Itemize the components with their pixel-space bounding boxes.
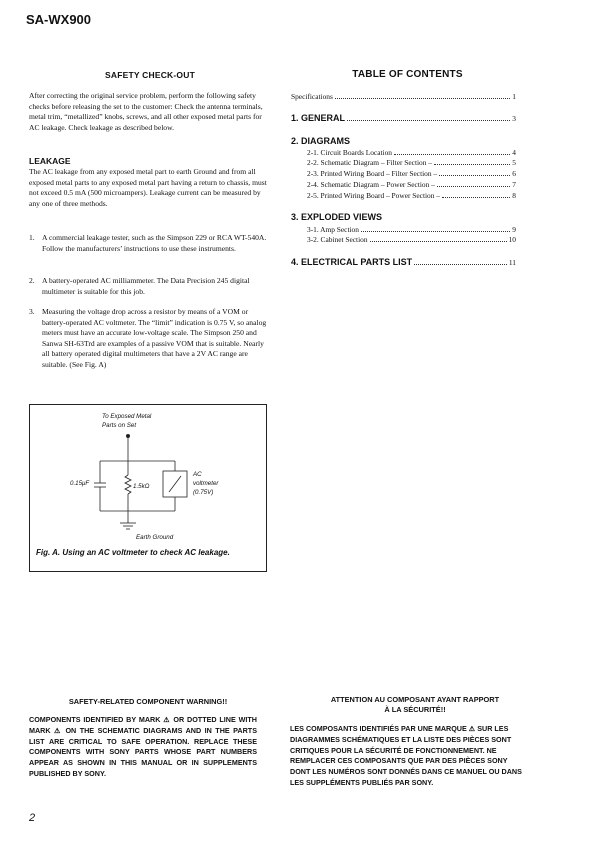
toc-section-exploded-views: [291, 212, 516, 222]
toc-entry-label: 3-2. Cabinet Section: [307, 235, 368, 244]
toc-leader-dots: [370, 241, 507, 242]
method-number: 2.: [29, 276, 35, 285]
leakage-heading: LEAKAGE: [29, 156, 71, 166]
toc-entry-label: 2-2. Schematic Diagram – Filter Section –: [307, 158, 432, 167]
resistor-label: 1.5kΩ: [133, 483, 150, 490]
toc-entry-2-1[interactable]: [307, 148, 516, 157]
top-terminal: [126, 434, 129, 437]
method-item-1: [29, 233, 269, 254]
toc-entry-2-2[interactable]: [307, 158, 516, 167]
fig-top-label-line2: Parts on Set: [102, 422, 137, 429]
safety-checkout-title: SAFETY CHECK-OUT: [105, 70, 195, 80]
toc-section-diagrams: [291, 136, 516, 146]
model-title: SA-WX900: [26, 12, 92, 27]
method-item-3: [29, 307, 269, 370]
toc-entry-2-5[interactable]: [307, 191, 516, 200]
toc-entry-2-4[interactable]: [307, 180, 516, 189]
voltmeter-label-line3: (0.75V): [193, 489, 214, 496]
toc-page-number: 3: [512, 114, 516, 123]
toc-leader-dots: [335, 98, 510, 99]
safety-warning-title: SAFETY-RELATED COMPONENT WARNING!!: [68, 697, 228, 706]
toc-entry-3-1[interactable]: [307, 225, 516, 234]
toc-entry-electrical-parts-list[interactable]: [291, 257, 516, 267]
toc-page-number: 9: [512, 225, 516, 234]
toc-section-label: 1. GENERAL: [291, 113, 346, 123]
toc-leader-dots: [437, 186, 510, 187]
toc-leader-dots: [414, 264, 507, 265]
toc-title: TABLE OF CONTENTS: [352, 69, 463, 80]
toc-entry-3-2[interactable]: [307, 235, 516, 244]
method-number: 1.: [29, 233, 35, 242]
method-number: 3.: [29, 307, 35, 316]
resistor-symbol: [125, 475, 131, 494]
toc-page-number: 5: [512, 158, 516, 167]
toc-page-number: 6: [512, 169, 516, 178]
toc-section-label: 4. ELECTRICAL PARTS LIST: [291, 257, 413, 267]
safety-warning-text: COMPONENTS IDENTIFIED BY MARK ⚠ OR DOTTED LINE WITH MARK ⚠ ON THE SCHEMATIC DIAGRAMS AND IN THE PARTS LIST ARE CRITICAL TO SAFE OPERATION. REPLACE THESE COMPONENTS WITH SONY PARTS WHOSE PART NUMBERS APPEAR AS SHOWN IN THIS MANUAL OR IN SUPPLEMENTS PUBLISHED BY SONY.: [29, 715, 257, 778]
toc-page-number: 10: [508, 235, 516, 244]
page-number: 2: [29, 812, 36, 824]
method-item-2: [29, 276, 269, 297]
method-text: Measuring the voltage drop across a resistor by means of a VOM or battery-operated AC voltmeter. The “limit” indication is 0.75 V, so analog meters must have an accurate low-voltage scale. The Simpson 250 and Sanwa SH-63Trd are examples of a passive VOM that is suitable. Nearly all battery operated digital multimeters that have a 2V AC range are suitable. (See Fig. A): [42, 307, 267, 369]
voltmeter-label-line1: AC: [193, 471, 202, 478]
toc-entry-label: 2-3. Printed Wiring Board – Filter Section –: [307, 169, 438, 178]
toc-page-number: 4: [512, 148, 516, 157]
toc-leader-dots: [347, 120, 510, 121]
toc-page-number: 8: [512, 191, 516, 200]
toc-section-label: 2. DIAGRAMS: [291, 136, 351, 146]
toc-leader-dots: [361, 231, 510, 232]
voltmeter-label-line2: voltmeter: [193, 480, 219, 487]
toc-leader-dots: [434, 164, 510, 165]
toc-leader-dots: [442, 197, 510, 198]
figure-a-frame: [29, 404, 267, 572]
toc-section-label: 3. EXPLODED VIEWS: [291, 212, 383, 222]
fig-top-label-line1: To Exposed Metal: [102, 413, 152, 420]
toc-entry-2-3[interactable]: [307, 169, 516, 178]
voltmeter-needle: [169, 476, 181, 492]
toc-entry-specifications[interactable]: [291, 92, 516, 101]
toc-entry-label: 2-1. Circuit Boards Location: [307, 148, 392, 157]
attention-title-line1: ATTENTION AU COMPOSANT AYANT RAPPORT: [330, 695, 500, 704]
toc-entry-label: 2-5. Printed Wiring Board – Power Section –: [307, 191, 440, 200]
capacitor-label: 0.15μF: [70, 480, 90, 487]
attention-title-line2: À LA SÉCURITÉ!!: [384, 705, 446, 714]
toc-leader-dots: [439, 175, 510, 176]
earth-ground-label: Earth Ground: [136, 534, 174, 541]
method-text: A commercial leakage tester, such as the Simpson 229 or RCA WT-540A. Follow the manufacturers’ instructions to use these instruments.: [42, 233, 267, 253]
toc-page-number: 11: [508, 258, 516, 267]
toc-entry-label: Specifications: [291, 92, 333, 101]
toc-entry-label: 2-4. Schematic Diagram – Power Section –: [307, 180, 435, 189]
toc-page-number: 1: [512, 92, 516, 101]
toc-leader-dots: [394, 154, 510, 155]
toc-page-number: 7: [512, 180, 516, 189]
method-text: A battery-operated AC milliammeter. The Data Precision 245 digital multimeter is suitable for this job.: [42, 276, 250, 296]
toc-entry-general[interactable]: [291, 113, 516, 123]
leakage-text: The AC leakage from any exposed metal part to earth Ground and from all exposed metal parts to any exposed metal part having a return to chassis, must not exceed 0.5 mA (500 microampers). Leakage current can be measured by any one of three methods.: [29, 167, 267, 208]
figure-caption: Fig. A. Using an AC voltmeter to check AC leakage.: [36, 548, 230, 557]
attention-text: LES COMPOSANTS IDENTIFIÉS PAR UNE MARQUE ⚠ SUR LES DIAGRAMMES SCHÉMATIQUES ET LA LISTE DES PIÈCES SONT CRITIQUES POUR LA SÉCURITÉ DE FONCTIONNEMENT. NE REMPLACER CES COMPOSANTS QUE PAR DES PIÈCES SONY DONT LES NUMÉROS SONT DONNÉS DANS CE MANUEL OU DANS LES SUPPLÉMENTS PUBLIÉS PAR SONY.: [290, 724, 522, 787]
toc-entry-label: 3-1. Amp Section: [307, 225, 359, 234]
safety-intro: After correcting the original service problem, perform the following safety checks before releasing the set to the customer: Check the antenna terminals, metal trim, “metallized” knobs, screws, and all other exposed metal parts for AC leakage. Check leakage as described below.: [29, 91, 263, 132]
